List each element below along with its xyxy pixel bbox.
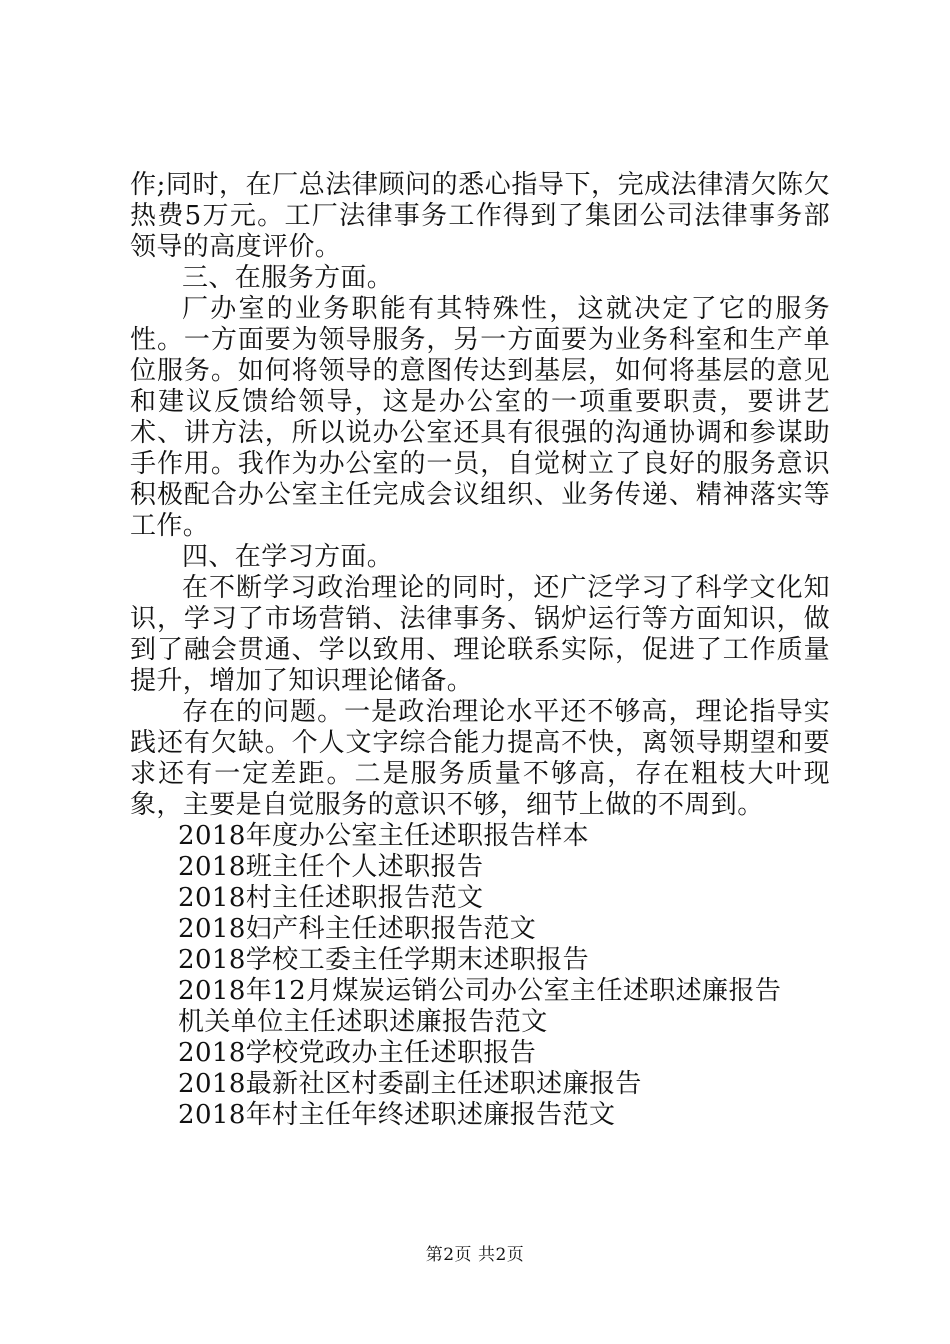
related-link[interactable]: 2018班主任个人述职报告	[178, 852, 484, 882]
related-link[interactable]: 2018年12月煤炭运销公司办公室主任述职述廉报告	[178, 976, 782, 1006]
related-link[interactable]: 2018学校工委主任学期末述职报告	[178, 945, 589, 975]
related-link[interactable]: 2018村主任述职报告范文	[178, 883, 484, 913]
paragraph-study: 在不断学习政治理论的同时，还广泛学习了科学文化知识，学习了市场营销、法律事务、锅炉运行等方面知识，做到了融会贯通、学以致用、理论联系实际，促进了工作质量提升，增加了知识理论储备。	[130, 573, 830, 696]
related-link[interactable]: 2018年度办公室主任述职报告样本	[178, 821, 589, 851]
heading-service: 三、在服务方面。	[182, 263, 394, 293]
related-links-list	[130, 821, 830, 1131]
paragraph-service: 厂办室的业务职能有其特殊性，这就决定了它的服务性。一方面要为领导服务，另一方面要为业务科室和生产单位服务。如何将领导的意图传达到基层，如何将基层的意见和建议反馈给领导，这是办公室的一项重要职责，要讲艺术、讲方法，所以说办公室还具有很强的沟通协调和参谋助手作用。我作为办公室的一员，自觉树立了良好的服务意识积极配合办公室主任完成会议组织、业务传递、精神落实等工作。	[130, 294, 830, 541]
page-number: 第2页 共2页	[425, 1245, 525, 1265]
related-link[interactable]: 2018妇产科主任述职报告范文	[178, 914, 537, 944]
related-link[interactable]: 机关单位主任述职述廉报告范文	[178, 1007, 548, 1037]
related-link[interactable]: 2018学校党政办主任述职报告	[178, 1038, 537, 1068]
related-link[interactable]: 2018年村主任年终述职述廉报告范文	[178, 1100, 616, 1130]
paragraph-problems: 存在的问题。一是政治理论水平还不够高，理论指导实践还有欠缺。个人文字综合能力提高不快，离领导期望和要求还有一定差距。二是服务质量不够高，存在粗枝大叶现象，主要是自觉服务的意识不够，细节上做的不周到。	[130, 697, 830, 820]
paragraph-legal-work: 作;同时，在厂总法律顾问的悉心指导下，完成法律清欠陈欠热费5万元。工厂法律事务工作得到了集团公司法律事务部领导的高度评价。	[130, 170, 830, 262]
page-footer	[0, 1244, 950, 1266]
document-body	[130, 170, 830, 1131]
heading-study: 四、在学习方面。	[182, 542, 394, 572]
related-link[interactable]: 2018最新社区村委副主任述职述廉报告	[178, 1069, 642, 1099]
